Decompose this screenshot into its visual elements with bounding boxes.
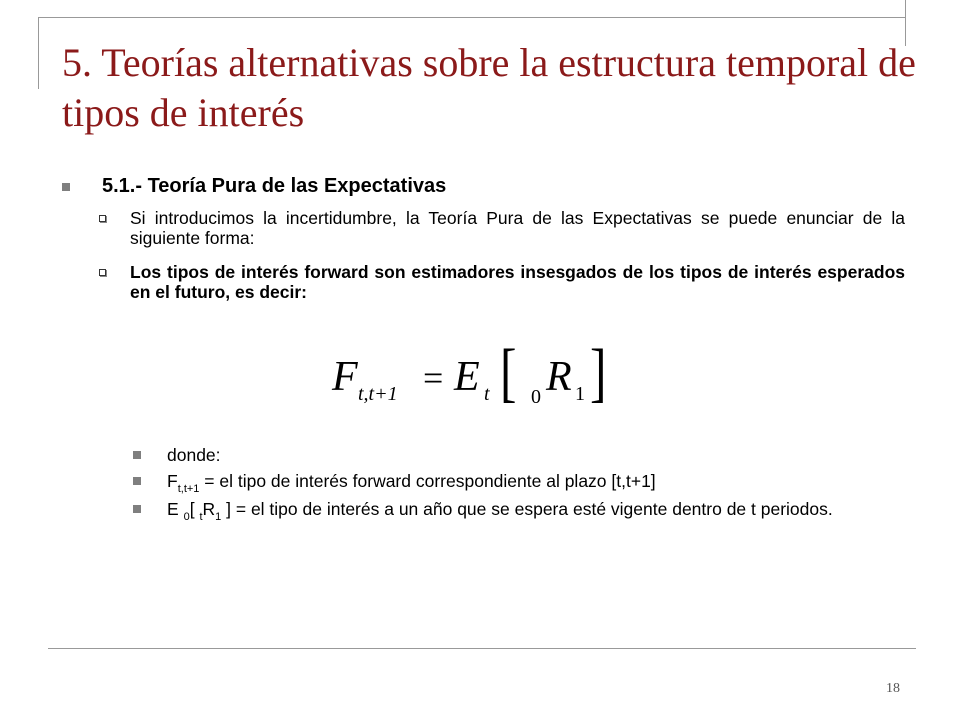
formula-e: E [454, 354, 480, 400]
def-e-pre-sub: t [199, 511, 203, 523]
frame-left-line [38, 17, 39, 89]
formula-equals: = [423, 358, 444, 398]
bullet-text-2: Los tipos de interés forward son estimadores insesgados de los tipos de interés esperados en el futuro, es decir: [130, 262, 905, 302]
def-e-sub1: 1 [215, 511, 222, 523]
def-e-text: ] = el tipo de interés a un año que se espera esté vigente dentro de t periodos. [226, 499, 833, 519]
def-e-r: R [202, 499, 216, 519]
formula-open-bracket: [ [500, 338, 517, 408]
slide-title: 5. Teorías alternativas sobre la estructura temporal de tipos de interés [62, 40, 916, 135]
definition-expected [167, 499, 905, 527]
bullet-hollow-square-icon [99, 269, 106, 276]
frame-top-line [38, 17, 906, 18]
def-f-letter: F [167, 471, 178, 491]
bullet-square-icon [62, 183, 70, 191]
def-e-letter: E [167, 499, 179, 519]
def-e-sub0: 0 [183, 511, 190, 523]
formula-close-bracket: ] [590, 338, 607, 408]
formula-f-sub: t,t+1 [358, 383, 398, 405]
def-f-text: = el tipo de interés forward correspondiente al plazo [t,t+1] [199, 471, 656, 491]
formula-e-sub: t [484, 383, 490, 405]
definition-forward [167, 471, 905, 499]
bullet-square-icon [133, 477, 141, 485]
formula-r-sub: 1 [575, 383, 585, 405]
bullet-square-icon [133, 451, 141, 459]
def-e-bracket: [ [189, 499, 195, 519]
bullet-hollow-square-icon [99, 215, 106, 222]
bullet-text-1: Si introducimos la incertidumbre, la Teoría Pura de las Expectativas se puede enunciar de la siguiente forma: [130, 208, 905, 248]
donde-label: donde: [167, 445, 221, 465]
footer-line [48, 648, 916, 649]
section-heading: 5.1.- Teoría Pura de las Expectativas [102, 175, 447, 197]
formula-r: R [546, 354, 572, 400]
formula-f: F [332, 354, 358, 400]
page-number: 18 [886, 681, 900, 696]
bullet-square-icon [133, 505, 141, 513]
expectations-formula [328, 338, 618, 408]
formula-pre-sub: 0 [531, 386, 541, 408]
def-f-sub: t,t+1 [177, 483, 200, 495]
